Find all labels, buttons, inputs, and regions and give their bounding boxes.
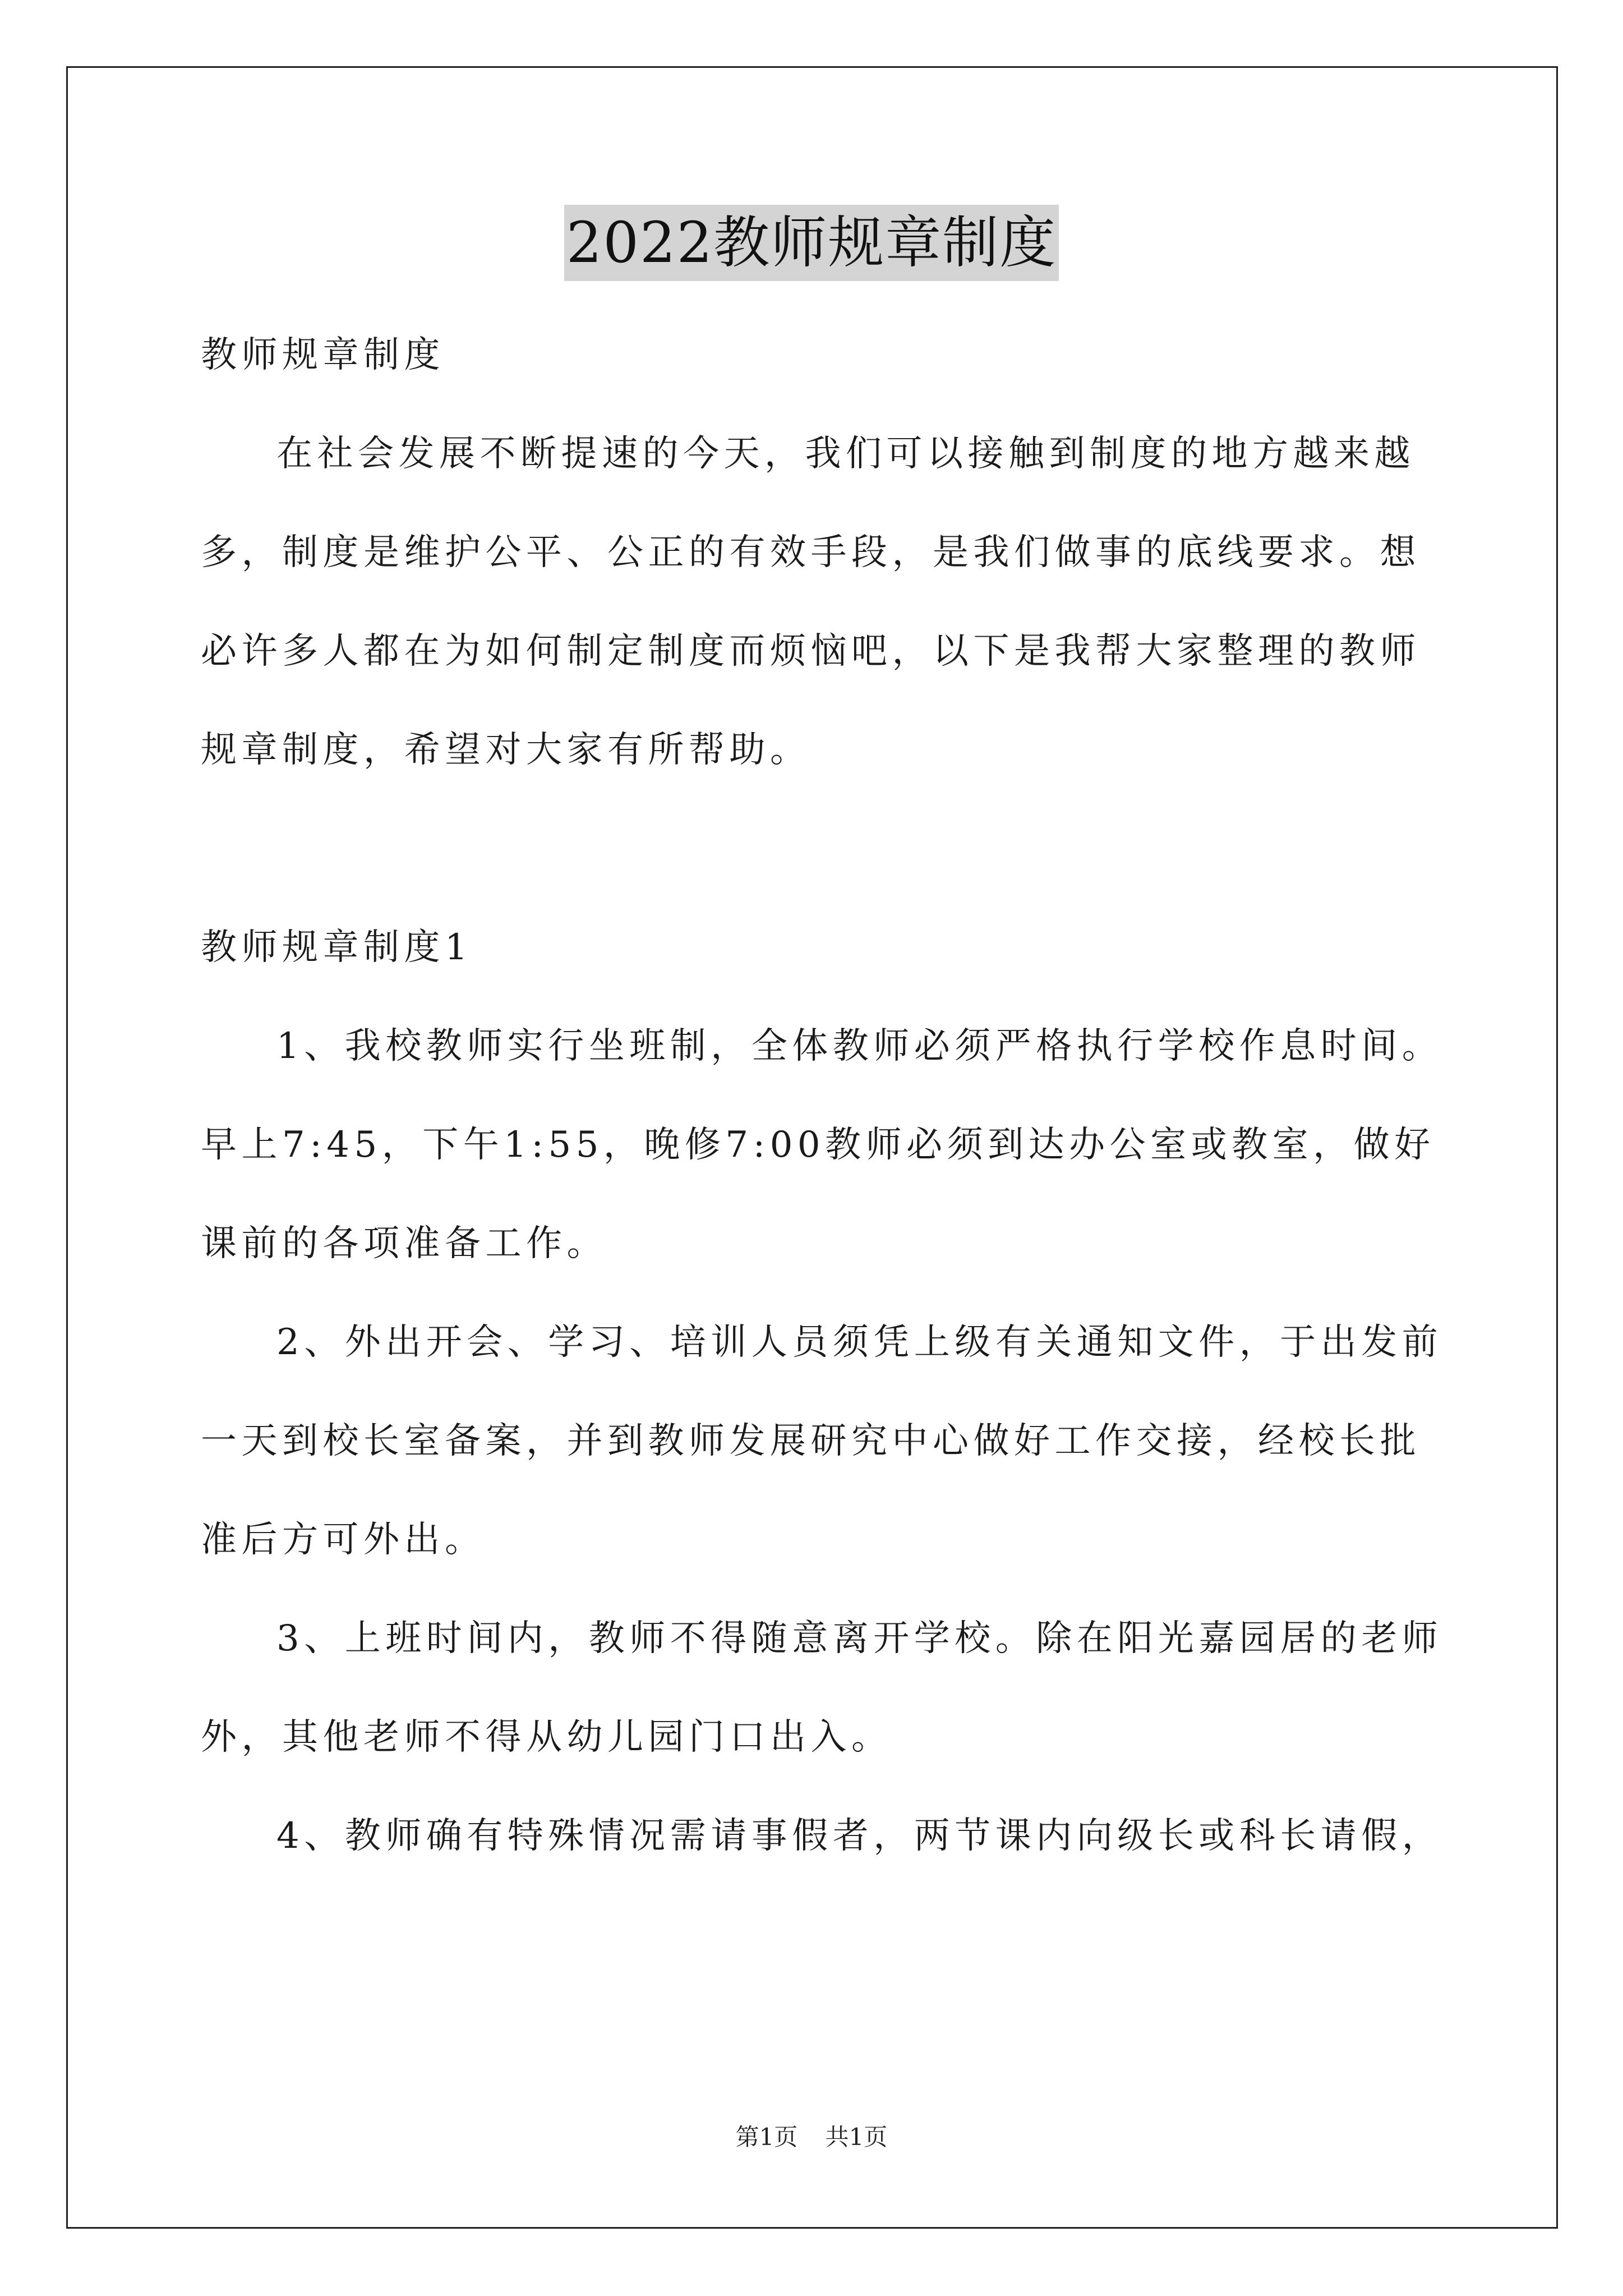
paragraph-line: 外，其他老师不得从幼儿园门口出入。 — [201, 1717, 892, 1758]
intro-paragraph — [201, 404, 1435, 799]
page-number-total: 共1页 — [825, 2123, 888, 2151]
paragraph-line: 3、上班时间内，教师不得随意离开学校。除在阳光嘉园居的老师 — [276, 1618, 1443, 1659]
paragraph-line: 课前的各项准备工作。 — [201, 1223, 607, 1264]
paragraph-line: 规章制度，希望对大家有所帮助。 — [201, 729, 811, 771]
document-title: 2022教师规章制度 — [564, 205, 1059, 281]
rule-item-1 — [201, 997, 1443, 1293]
page-footer — [0, 2120, 1623, 2154]
rule-item-3 — [201, 1589, 1443, 1787]
paragraph-line: 2、外出开会、学习、培训人员须凭上级有关通知文件，于出发前 — [276, 1322, 1443, 1363]
section-title: 教师规章制度1 — [201, 927, 473, 968]
document-body — [201, 306, 1443, 1885]
spacer — [201, 799, 1435, 898]
rule-item-2 — [201, 1293, 1443, 1589]
paragraph-line: 一天到校长室备案，并到教师发展研究中心做好工作交接，经校长批 — [201, 1420, 1421, 1462]
paragraph-line: 准后方可外出。 — [201, 1519, 486, 1561]
paragraph-line: 必许多人都在为如何制定制度而烦恼吧，以下是我帮大家整理的教师 — [201, 631, 1421, 672]
paragraph-line: 多，制度是维护公平、公正的有效手段，是我们做事的底线要求。想 — [201, 532, 1421, 573]
paragraph-line: 早上7:45，下午1:55，晚修7:00教师必须到达办公室或教室，做好 — [201, 1124, 1435, 1166]
section-heading: 教师规章制度 — [201, 334, 445, 376]
paragraph-line: 4、教师确有特殊情况需请事假者，两节课内向级长或科长请假， — [276, 1815, 1443, 1857]
page-number-current: 第1页 — [735, 2123, 798, 2151]
paragraph-line: 在社会发展不断提速的今天，我们可以接触到制度的地方越来越 — [276, 433, 1415, 475]
rule-item-4 — [201, 1787, 1443, 1885]
title-container — [0, 205, 1623, 281]
paragraph-line: 1、我校教师实行坐班制，全体教师必须严格执行学校作息时间。 — [276, 1025, 1443, 1067]
